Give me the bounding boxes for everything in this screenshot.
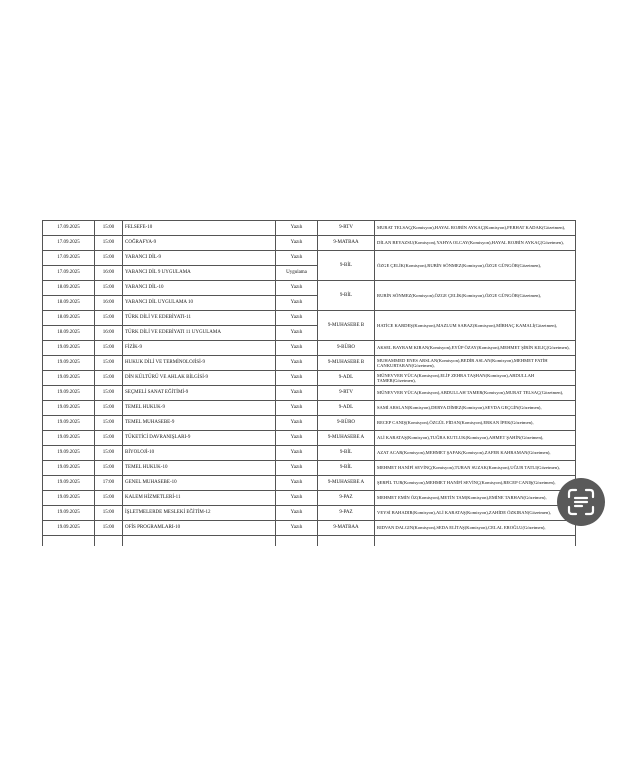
exam-type: Uygulama xyxy=(276,266,318,281)
exam-type: Yazılı xyxy=(276,236,318,251)
exam-time: 15:00 xyxy=(95,431,123,446)
exam-room: 9-RTV xyxy=(318,386,375,401)
exam-date: 19.09.2025 xyxy=(43,401,95,416)
exam-room: 9-ADL xyxy=(318,371,375,386)
exam-date: 18.09.2025 xyxy=(43,311,95,326)
course-name: TÜRK DİLİ VE EDEBİYATI-11 xyxy=(123,311,276,326)
exam-date: 19.09.2025 xyxy=(43,386,95,401)
lens-button[interactable] xyxy=(557,478,605,526)
course-name: TÜRK DİLİ VE EDEBİYATI 11 UYGULAMA xyxy=(123,326,276,341)
exam-room: 9-MUHASEBE B xyxy=(318,356,375,371)
exam-type: Yazılı xyxy=(276,341,318,356)
exam-type: Yazılı xyxy=(276,251,318,266)
exam-time: 15:00 xyxy=(95,521,123,536)
course-name: COĞRAFYA-9 xyxy=(123,236,276,251)
exam-time: 15:00 xyxy=(95,386,123,401)
exam-date: 17.09.2025 xyxy=(43,251,95,266)
supervisors: ALİ KARATAŞ(Komisyon),TUĞBA KUTLUK(Komisyon),AHMET ŞAHİN(Gözetmen), xyxy=(375,431,576,446)
exam-type: Yazılı xyxy=(276,296,318,311)
exam-room: 9-BÜRO xyxy=(318,341,375,356)
table-row xyxy=(43,281,576,296)
blank-cell xyxy=(43,536,95,547)
course-name: DİN KÜLTÜRÜ VE AHLAK BİLGİSİ-9 xyxy=(123,371,276,386)
exam-time: 15:00 xyxy=(95,236,123,251)
exam-time: 15:00 xyxy=(95,371,123,386)
exam-type: Yazılı xyxy=(276,416,318,431)
course-name: SEÇMELİ SANAT EĞİTİMİ-9 xyxy=(123,386,276,401)
exam-type: Yazılı xyxy=(276,521,318,536)
course-name: TEMEL HUKUK-9 xyxy=(123,401,276,416)
table-row xyxy=(43,251,576,266)
text-scan-icon xyxy=(566,487,596,517)
supervisors: RUBİN SÖNMEZ(Komisyon),ÖZGE ÇELİK(Komisyon),ÖZGE GÜNGÖR(Gözetmen), xyxy=(375,281,576,311)
exam-schedule-table xyxy=(42,220,576,546)
course-name: TEMEL MUHASEBE-9 xyxy=(123,416,276,431)
exam-time: 16:00 xyxy=(95,326,123,341)
exam-room: 9-MUHASEBE A xyxy=(318,476,375,491)
exam-type: Yazılı xyxy=(276,506,318,521)
exam-schedule-body xyxy=(43,221,576,547)
exam-room: 9-PAZ xyxy=(318,506,375,521)
exam-date: 19.09.2025 xyxy=(43,371,95,386)
exam-time: 16:00 xyxy=(95,266,123,281)
exam-type: Yazılı xyxy=(276,326,318,341)
exam-room: 9-MATBAA xyxy=(318,236,375,251)
table-row xyxy=(43,221,576,236)
exam-type: Yazılı xyxy=(276,446,318,461)
blank-cell xyxy=(375,536,576,547)
exam-room: 9-BİL xyxy=(318,461,375,476)
exam-date: 19.09.2025 xyxy=(43,341,95,356)
course-name: YABANCI DİL UYGULAMA 10 xyxy=(123,296,276,311)
supervisors: ÖZGE ÇELİK(Komisyon),RUBİN SÖNMEZ(Komisyon),ÖZGE GÜNGÖR(Gözetmen), xyxy=(375,251,576,281)
course-name: FİZİK-9 xyxy=(123,341,276,356)
table-row xyxy=(43,386,576,401)
exam-date: 19.09.2025 xyxy=(43,356,95,371)
exam-time: 15:00 xyxy=(95,446,123,461)
course-name: TEMEL HUKUK-10 xyxy=(123,461,276,476)
supervisors: MÜNEVVER YÜCA(Komisyon),ABDULLAH TAMER(Komisyon),MURAT TELSAÇ(Gözetmen), xyxy=(375,386,576,401)
table-row xyxy=(43,416,576,431)
supervisors: MEHMET HANİFİ SEVİNÇ(Komisyon),TURAN SUZAK(Komisyon),UĞUR TATLI(Gözetmen), xyxy=(375,461,576,476)
table-row xyxy=(43,461,576,476)
supervisors: MEHMET EMİN ÖZ(Komisyon),METİN TAM(Komisyon),EMİNE TARHAN(Gözetmen), xyxy=(375,491,576,506)
supervisors: ŞERPİL TUR(Komisyon),MEHMET HANİFİ SEVİNÇ(Komisyon),RECEP CANIŞ(Gözetmen), xyxy=(375,476,576,491)
exam-time: 15:00 xyxy=(95,491,123,506)
exam-room: 9-MUHASEBE B xyxy=(318,311,375,341)
supervisors: MÜNEVVER YÜCA(Komisyon),ELİF ZEHRA TAŞHAN(Komisyon),ABDULLAH TAMER(Gözetmen), xyxy=(375,371,576,386)
supervisors: AKSEL BAYRAM KIRAN(Komisyon),EYÜP ÖZAY(Komisyon),MEHMET ŞİRİN KILIÇ(Gözetmen), xyxy=(375,341,576,356)
supervisors: RECEP CANIŞ(Komisyon),ÖZGÜL FİDAN(Komisyon),ERKAN İPEK(Gözetmen), xyxy=(375,416,576,431)
exam-type: Yazılı xyxy=(276,491,318,506)
exam-room: 9-RTV xyxy=(318,221,375,236)
exam-room: 9-MATBAA xyxy=(318,521,375,536)
exam-type: Yazılı xyxy=(276,371,318,386)
exam-type: Yazılı xyxy=(276,461,318,476)
exam-time: 15:00 xyxy=(95,416,123,431)
exam-room: 9-BÜRO xyxy=(318,416,375,431)
table-row xyxy=(43,236,576,251)
supervisors: SAMİ ARSLAN(Komisyon),DERYA DİMEZ(Komisyon),SEVDA GEÇGİN(Gözetmen), xyxy=(375,401,576,416)
exam-date: 19.09.2025 xyxy=(43,446,95,461)
exam-date: 19.09.2025 xyxy=(43,416,95,431)
supervisors: MUHAMMED ENES ARSLAN(Komisyon),BEDİR ASLAN(Komisyon),MEHMET FATİH CANKURTARAN(Gözetmen), xyxy=(375,356,576,371)
exam-type: Yazılı xyxy=(276,401,318,416)
table-row xyxy=(43,311,576,326)
exam-room: 9-MUHASEBE A xyxy=(318,431,375,446)
table-row xyxy=(43,371,576,386)
exam-time: 15:00 xyxy=(95,461,123,476)
exam-time: 15:00 xyxy=(95,311,123,326)
exam-type: Yazılı xyxy=(276,221,318,236)
exam-time: 15:00 xyxy=(95,506,123,521)
table-row xyxy=(43,431,576,446)
supervisors: VEYSİ BAHADIR(Komisyon),ALİ KARATAŞ(Komisyon),ZAHİDE ÖZKIRAN(Gözetmen), xyxy=(375,506,576,521)
exam-date: 19.09.2025 xyxy=(43,491,95,506)
exam-type: Yazılı xyxy=(276,386,318,401)
table-row xyxy=(43,476,576,491)
course-name: GENEL MUHASEBE-10 xyxy=(123,476,276,491)
exam-type: Yazılı xyxy=(276,476,318,491)
course-name: OFİS PROGRAMLARI-10 xyxy=(123,521,276,536)
exam-date: 17.09.2025 xyxy=(43,221,95,236)
exam-room: 9-BİL xyxy=(318,446,375,461)
course-name: YABANCI DİL-9 xyxy=(123,251,276,266)
exam-time: 15:00 xyxy=(95,221,123,236)
exam-type: Yazılı xyxy=(276,356,318,371)
supervisors: MURAT TELSAÇ(Komisyon),HAYAL ROJBİN AYKAÇ(Komisyon),FERHAT KADAK(Gözetmen), xyxy=(375,221,576,236)
blank-cell xyxy=(276,536,318,547)
table-row xyxy=(43,491,576,506)
exam-date: 19.09.2025 xyxy=(43,476,95,491)
supervisors: HATİCE KARDEŞ(Komisyon),MAZLUM SABAZ(Komisyon),MİRHAÇ KAMALİ(Gözetmen), xyxy=(375,311,576,341)
course-name: YABANCI DİL-10 xyxy=(123,281,276,296)
course-name: TÜKETİCİ DAVRANIŞLARI-9 xyxy=(123,431,276,446)
exam-date: 17.09.2025 xyxy=(43,236,95,251)
exam-time: 15:00 xyxy=(95,281,123,296)
exam-room: 9-BİL xyxy=(318,281,375,311)
course-name: HUKUK DİLİ VE TERMİNOLOJİSİ-9 xyxy=(123,356,276,371)
course-name: İŞLETMELERDE MESLEKİ EĞİTİM-12 xyxy=(123,506,276,521)
table-row xyxy=(43,341,576,356)
supervisors: DİLAN BEYAZSU(Komisyon),YAHYA OLCAY(Komisyon),HAYAL ROJBİN AYKAÇ(Gözetmen), xyxy=(375,236,576,251)
table-row xyxy=(43,401,576,416)
course-name: FELSEFE-10 xyxy=(123,221,276,236)
exam-time: 16:00 xyxy=(95,296,123,311)
exam-time: 17:00 xyxy=(95,476,123,491)
exam-type: Yazılı xyxy=(276,281,318,296)
exam-time: 15:00 xyxy=(95,401,123,416)
exam-room: 9-PAZ xyxy=(318,491,375,506)
supervisors: RIDVAN DALGIN(Komisyon),SEDA ELİTAŞ(Komisyon),CELAL EROĞLU(Gözetmen), xyxy=(375,521,576,536)
course-name: YABANCI DİL 9 UYGULAMA xyxy=(123,266,276,281)
table-row-blank xyxy=(43,536,576,547)
blank-cell xyxy=(318,536,375,547)
exam-date: 19.09.2025 xyxy=(43,461,95,476)
exam-date: 18.09.2025 xyxy=(43,281,95,296)
exam-date: 18.09.2025 xyxy=(43,296,95,311)
exam-room: 9-BİL xyxy=(318,251,375,281)
exam-date: 19.09.2025 xyxy=(43,506,95,521)
exam-date: 19.09.2025 xyxy=(43,521,95,536)
table-row xyxy=(43,356,576,371)
table-row xyxy=(43,506,576,521)
blank-cell xyxy=(95,536,123,547)
course-name: KALEM HİZMETLERİ-11 xyxy=(123,491,276,506)
exam-date: 19.09.2025 xyxy=(43,431,95,446)
exam-time: 15:00 xyxy=(95,356,123,371)
exam-date: 18.09.2025 xyxy=(43,326,95,341)
exam-room: 9-ADL xyxy=(318,401,375,416)
course-name: BİYOLOJİ-10 xyxy=(123,446,276,461)
exam-schedule-page xyxy=(42,220,575,546)
exam-date: 17.09.2025 xyxy=(43,266,95,281)
supervisors: AZAT ACAR(Komisyon),MEHMET ŞAFAK(Komisyon),ZAFER KAHRAMAN(Gözetmen), xyxy=(375,446,576,461)
table-row xyxy=(43,446,576,461)
exam-type: Yazılı xyxy=(276,431,318,446)
blank-cell xyxy=(123,536,276,547)
table-row xyxy=(43,521,576,536)
exam-type: Yazılı xyxy=(276,311,318,326)
exam-time: 15:00 xyxy=(95,251,123,266)
exam-time: 15:00 xyxy=(95,341,123,356)
